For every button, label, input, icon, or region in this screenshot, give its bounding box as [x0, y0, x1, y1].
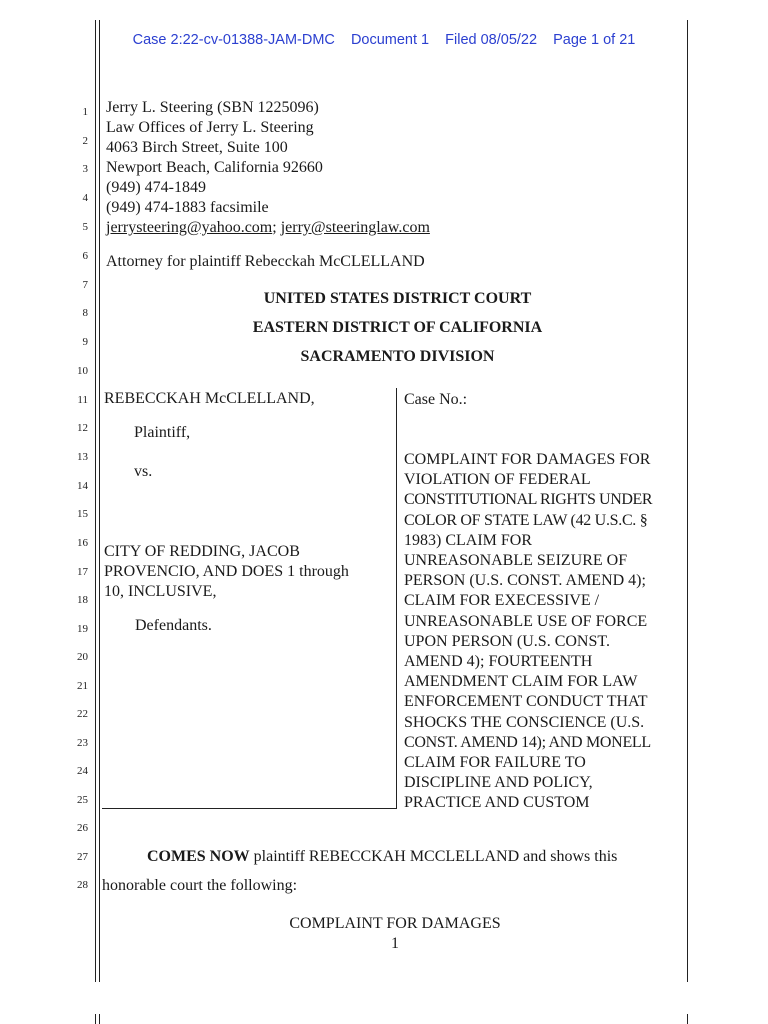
complaint-title-line: VIOLATION OF FEDERAL — [404, 471, 591, 489]
line-number: 15 — [77, 508, 88, 520]
attorney-phone: (949) 474-1849 — [106, 179, 206, 196]
line-number: 1 — [82, 106, 88, 118]
footer-page-number: 1 — [391, 935, 399, 952]
plaintiff-label: Plaintiff, — [134, 424, 191, 441]
complaint-title-line: PERSON (U.S. CONST. AMEND 4); — [404, 572, 646, 590]
header-filed-date: Filed 08/05/22 — [445, 32, 538, 48]
line-number: 5 — [82, 221, 88, 233]
line-number: 19 — [77, 623, 88, 635]
body-line-28: honorable court the following: — [102, 877, 298, 894]
attorney-name: Jerry L. Steering (SBN 1225096) — [106, 99, 319, 116]
line-number: 21 — [77, 680, 88, 692]
complaint-title-line: CLAIM FOR FAILURE TO — [404, 754, 586, 772]
complaint-title-line: AMEND 4); FOURTEENTH — [404, 653, 593, 671]
next-page-rule-left-2 — [99, 1014, 100, 1024]
next-page-rule-left-1 — [95, 1014, 96, 1024]
header-page: Page 1 of 21 — [553, 32, 636, 48]
defendants-line: PROVENCIO, AND DOES 1 through — [104, 563, 349, 581]
line-number: 25 — [77, 794, 88, 806]
line-number: 20 — [77, 651, 88, 663]
defendants-line: CITY OF REDDING, JACOB — [104, 543, 300, 560]
line-number: 22 — [77, 708, 88, 720]
line-number: 3 — [82, 163, 88, 175]
complaint-title-line: CLAIM FOR EXECESSIVE / — [404, 592, 600, 610]
line-number: 10 — [77, 365, 88, 377]
line-number: 17 — [77, 566, 88, 578]
line-number: 18 — [77, 594, 88, 606]
case-number-label: Case No.: — [404, 391, 468, 408]
email-link-1[interactable]: jerrysteering@yahoo.com — [106, 219, 273, 236]
attorney-firm: Law Offices of Jerry L. Steering — [106, 119, 314, 136]
attorney-emails — [106, 218, 430, 238]
court-division: SACRAMENTO DIVISION — [300, 348, 495, 365]
attorney-for: Attorney for plaintiff Rebecckah McCLELLAND — [106, 253, 425, 270]
email-separator: ; — [272, 219, 281, 236]
caption-divider — [396, 388, 397, 808]
defendants-label: Defendants. — [135, 617, 212, 634]
header-case-number: Case 2:22-cv-01388-JAM-DMC — [132, 32, 335, 48]
court-name: UNITED STATES DISTRICT COURT — [263, 290, 532, 307]
complaint-title-line: UNREASONABLE USE OF FORCE — [404, 612, 648, 630]
line-number: 11 — [77, 394, 88, 406]
email-link-2[interactable]: jerry@steeringlaw.com — [280, 219, 430, 236]
complaint-title-block — [404, 450, 688, 814]
line-number: 9 — [82, 336, 88, 348]
complaint-title-line: CONST. AMEND 14); AND MONELL — [404, 733, 651, 751]
line-number: 23 — [77, 737, 88, 749]
filing-header — [0, 32, 768, 48]
attorney-street: 4063 Birch Street, Suite 100 — [106, 139, 288, 156]
complaint-title-line: ENFORCEMENT CONDUCT THAT — [404, 693, 648, 711]
plaintiff-name: REBECCKAH McCLELLAND, — [104, 390, 315, 407]
body-line-27 — [147, 847, 617, 867]
defendants-block — [104, 542, 349, 603]
next-page-rule-right — [687, 1014, 688, 1024]
complaint-title-line: COLOR OF STATE LAW (42 U.S.C. § — [404, 511, 648, 529]
footer-title: COMPLAINT FOR DAMAGES — [289, 915, 501, 932]
attorney-block — [106, 98, 430, 238]
header-document: Document 1 — [350, 32, 430, 48]
line-number: 13 — [77, 451, 88, 463]
line-number: 7 — [82, 279, 88, 291]
line-number: 4 — [82, 192, 88, 204]
complaint-title-line: SHOCKS THE CONSCIENCE (U.S. — [404, 713, 645, 731]
caption-bottom-rule — [102, 808, 397, 809]
attorney-fax: (949) 474-1883 facsimile — [106, 199, 269, 216]
line-number: 6 — [82, 250, 88, 262]
defendants-line: 10, INCLUSIVE, — [104, 583, 217, 601]
comes-now-lead: COMES NOW — [147, 848, 250, 865]
complaint-title-line: CONSTITUTIONAL RIGHTS UNDER — [404, 491, 653, 509]
left-margin-rule-2 — [99, 20, 100, 982]
line-number: 27 — [77, 851, 88, 863]
line-number: 26 — [77, 822, 88, 834]
complaint-title-line: AMENDMENT CLAIM FOR LAW — [404, 673, 638, 691]
line-number: 24 — [77, 765, 88, 777]
court-district: EASTERN DISTRICT OF CALIFORNIA — [252, 319, 543, 336]
complaint-title-line: COMPLAINT FOR DAMAGES FOR — [404, 451, 651, 468]
line-number: 28 — [77, 879, 88, 891]
complaint-title-line: UNREASONABLE SEIZURE OF — [404, 552, 628, 570]
complaint-title-line: UPON PERSON (U.S. CONST. — [404, 632, 610, 650]
complaint-title-line: PRACTICE AND CUSTOM — [404, 794, 590, 812]
versus: vs. — [134, 463, 153, 480]
comes-now-rest: plaintiff REBECCKAH MCCLELLAND and shows this — [249, 848, 618, 865]
complaint-title-line: 1983) CLAIM FOR — [404, 531, 533, 549]
attorney-city: Newport Beach, California 92660 — [106, 159, 323, 176]
left-margin-rule-1 — [95, 20, 96, 982]
line-number: 8 — [82, 307, 88, 319]
line-number: 2 — [82, 135, 88, 147]
complaint-title-line: DISCIPLINE AND POLICY, — [404, 774, 593, 792]
line-number: 16 — [77, 537, 88, 549]
line-number: 12 — [77, 422, 88, 434]
line-number: 14 — [77, 480, 88, 492]
